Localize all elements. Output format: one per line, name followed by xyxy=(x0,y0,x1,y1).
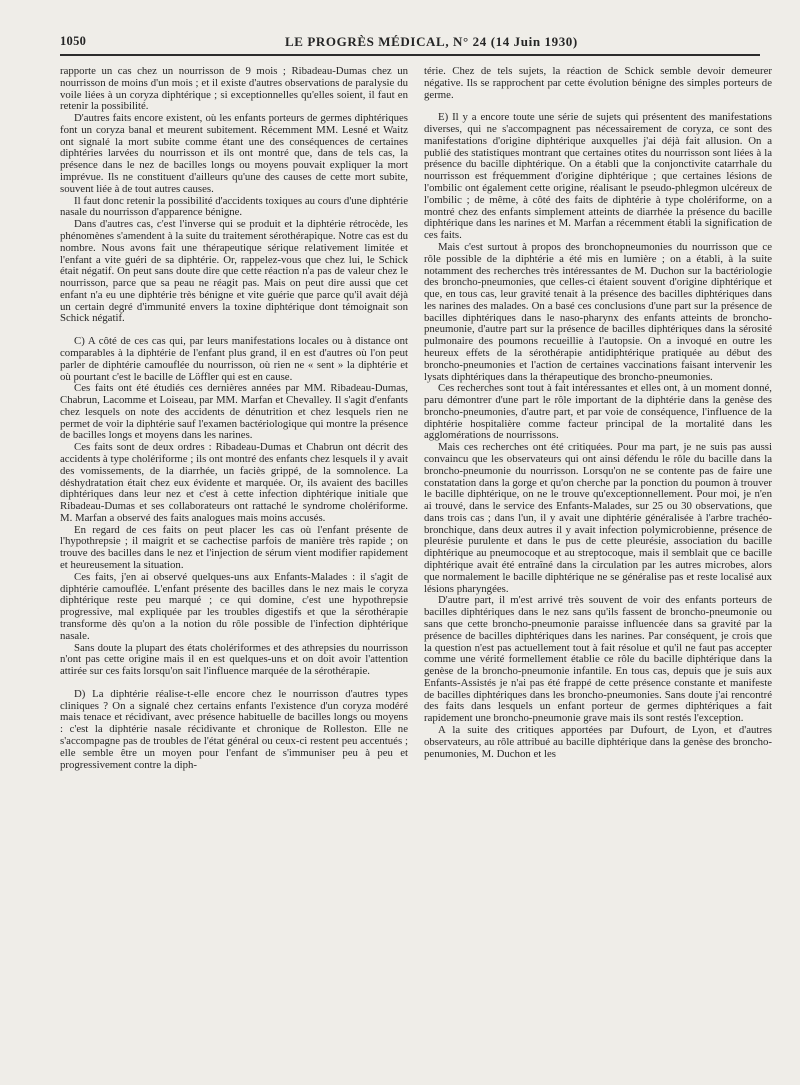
paragraph: A la suite des critiques apportées par Dufourt, de Lyon, et d'autres observateurs, au rôle attribué au bacille diphtérique dans la genèse des broncho-penumonies, M. Duchon et les xyxy=(424,723,772,760)
paragraph: D'autres faits encore existent, où les enfants porteurs de germes diphtériques font un coryza banal et meurent subitement. Récemment MM. Lesné et Waitz ont signalé la mort subite comme étant une des conséquences de certaines diphtéries larvées du nourrisson et ils ont montré que, dans de tels cas, la présence dans le nez de bacilles longs ou moyens pouvait expliquer la mort imprévue. Ils ne constituent d'ailleurs qu'une des causes de cette mort subite, souvent liée à de tout autres causes. xyxy=(60,112,408,195)
paragraph: Dans d'autres cas, c'est l'inverse qui se produit et la diphtérie rétrocède, les phénomènes s'amendent à la suite du traitement sérothérapique. Notre cas est du nombre. Nous avons fait une thérapeutique sérique relativement limitée et l'enfant a vite guéri de sa diphtérie. Or, rappelez-vous que chez lui, le Schick était négatif. On peut sans doute dire que cette réaction n'a pas de valeur chez le nourrisson, parce que sa peau ne réagit pas. Mais on peut dire aussi que cet enfant n'a eu une diphtérie très bénigne et vite guérie que parce qu'il avait déjà un certain degré d'immunité envers la toxine diphtérique dont témoignait son Schick négatif. xyxy=(60,218,408,325)
paragraph: C) A côté de ces cas qui, par leurs manifestations locales ou à distance ont comparables à la diphtérie de l'enfant plus grand, il en est d'autres où l'on peut parler de diphtérie camouflée du nourrisson, où rien ne « sent » la diphtérie et où pourtant c'est le bacille de Löffler qui est en cause. xyxy=(60,335,408,383)
paragraph: En regard de ces faits on peut placer les cas où l'enfant présente de l'hypothrepsie ; il maigrit et se cachectise parfois de manière très rapide ; on trouve des bacilles dans le nez et l'injection de sérum vient modifier rapidement et heureusement la situation. xyxy=(60,523,408,572)
paragraph: Mais ces recherches ont été critiquées. Pour ma part, je ne suis pas aussi convaincu que les observateurs qui ont ainsi défendu le rôle du bacille dans la broncho-pneumonie du nourrisson. Lorsqu'on ne se contente pas de faire une constatation dans la gorge et qu'on cherche par la ponction du poumon à trouver le bacille diphtérique, on ne le trouve qu'exceptionnellement. Pour moi, je n'en ai trouvé, dans le service des Enfants-Malades, sur 25 ou 30 observations, que dans trois cas ; dans l'un, il y avait une diphtérie généralisée à l'arbre trachéo-bronchique, dans deux autres il y avait infection polymicrobienne, présence de pleurésie purulente et dans le pus de cette pleurésie, association du bacille diphtérique au pneumocoque et au streptocoque, mais il semblait que ce bacille diphtérique avait été entraîné dans la circulation par les autres microbes, alors que normalement le bacille diphtérique ne se généralise pas et reste localisé aux lésions pharyngées. xyxy=(424,441,772,595)
page-header xyxy=(60,34,760,58)
left-column xyxy=(60,66,408,1076)
paragraph: D'autre part, il m'est arrivé très souvent de voir des enfants porteurs de bacilles diphtériques dans le nez sans qu'ils fassent de broncho-pneumonie ou sans que cette broncho-pneumonie paraisse influencée dans sa gravité par la présence de bacilles diphtériques dans les narines. Par conséquent, je crois que la question n'est pas actuellement tout à fait résolue et qu'il ne faut pas accepter comme une vérité formellement établie ce rôle du bacille diphtérique dans la genèse de la broncho-pneumonie infantile. En tous cas, depuis que je suis aux Enfants-Assistés je n'ai pas été frappé de cette présence constante et manifeste de bacilles diphtériques dans les broncho-pneumonies. Sans doute j'ai rencontré des faits dans lesquels un enfant porteur de germes diphtériques a fait rapidement une broncho-pneumonie grave mais ils sont restés l'exception. xyxy=(424,594,772,725)
paragraph: Ces recherches sont tout à fait intéressantes et elles ont, à un moment donné, paru démontrer d'une part le rôle important de la diphtérie dans la genèse des broncho-pneumonies, d'autre part, et par voie de conséquence, l'influence de la diphtérie hospitalière comme facteur principal de la mortalité dans les agglomérations de nourrissons. xyxy=(424,382,772,442)
paragraph: rapporte un cas chez un nourrisson de 9 mois ; Ribadeau-Dumas chez un nourrisson de moins d'un mois ; et il existe d'autres observations de paralysie du voile liées à un coryza diphtérique ; si exceptionnelles qu'elles soient, il faut en retenir la possibilité. xyxy=(60,66,408,113)
right-column xyxy=(424,66,772,1076)
paragraph: Il faut donc retenir la possibilité d'accidents toxiques au cours d'une diphtérie nasale du nourrisson d'apparence bénigne. xyxy=(60,194,408,219)
paragraph: D) La diphtérie réalise-t-elle encore chez le nourrisson d'autres types cliniques ? On a signalé chez certains enfants l'existence d'un coryza modéré mais tenace et récidivant, avec présence habituelle de bacilles longs ou moyens : c'est la diphtérie nasale récidivante et chronique de Rolleston. Elle ne s'accompagne pas de troubles de l'état général ou ceux-ci restent peu accentués ; elle semble être un moyen pour l'enfant de s'immuniser peu à peu et progressivement contre la diph- xyxy=(60,687,408,771)
paragraph: térie. Chez de tels sujets, la réaction de Schick semble devoir demeurer négative. Ils se rapprochent par cette évolution bénigne des simples porteurs de germe. xyxy=(424,66,772,101)
paragraph: E) Il y a encore toute une série de sujets qui présentent des manifestations diverses, qui ne s'accompagnent pas nécessairement de coryza, ce sont des manifestations d'origine diphtérique auxquelles j'ai déjà fait allusion. On a publié des statistiques montrant que certaines otites du nourrisson sont liées à la présence du bacille diphtérique. On a établi que la conjonctivite catarrhale du nourrisson est fréquemment d'origine diphtérique ; que certaines lésions de l'ombilic ont également cette origine, réalisant le pseudo-phlegmon ulcéreux de l'ombilic ; de même, à côté des faits de diphtérie à type cholériforme, on a montré chez des enfants simplement atteints de diarrhée la présence du bacille diphtérique dans les narines et M. Marfan a récemment établi la signification de ces faits. xyxy=(424,111,772,242)
page-number: 1050 xyxy=(60,34,87,48)
running-head: LE PROGRÈS MÉDICAL, N° 24 (14 Juin 1930) xyxy=(285,34,578,49)
paragraph: Ces faits sont de deux ordres : Ribadeau-Dumas et Chabrun ont décrit des accidents à type cholériforme ; ils ont montré des enfants chez lesquels il y avait des vomissements, de la diarrhée, un faciès grippé, de la somnolence. La déshydratation était chez eux évidente et marquée. Or, ils avaient des bacilles diphtériques dans leur nez et c'est à cette infection diphtérique initiale que Ribadeau-Dumas et ses collaborateurs ont rattaché le syndrome cholériforme. M. Marfan a observé des faits analogues mais moins accusés. xyxy=(60,441,408,524)
header-rule xyxy=(60,54,760,56)
paragraph: Sans doute la plupart des états cholériformes et des athrepsies du nourrisson n'ont pas cette origine mais il en est quelques-uns et on doit avoir l'attention attirée sur ces faits lorsqu'on sait l'influence marquée de la sérothérapie. xyxy=(60,641,408,678)
paragraph: Ces faits, j'en ai observé quelques-uns aux Enfants-Malades : il s'agit de diphtérie camouflée. L'enfant présente des bacilles dans le nez mais le coryza diphtérique reste peu marqué ; ce qui domine, c'est une hypothrepsie progressive, mal expliquée par les troubles digestifs et que la sérothérapie transforme dès qu'on a la notion du rôle possible de l'infection diphtérique nasale. xyxy=(60,570,408,642)
paragraph: Ces faits ont été étudiés ces dernières années par MM. Ribadeau-Dumas, Chabrun, Lacomme et Loiseau, par MM. Marfan et Chevalley. Il s'agit d'enfants chez lesquels on note des accidents de dénutrition et chez lesquels rien ne permet de voir la diphtérie sauf l'examen bactériologique qui montre la présence de bacilles longs et moyens dans les narines. xyxy=(60,382,408,442)
paragraph: Mais c'est surtout à propos des bronchopneumonies du nourrisson que ce rôle possible de la diphtérie a été mis en lumière ; on a établi, à la suite notamment des recherches très intéressantes de M. Duchon sur la bactériologie des broncho-pneumonies, que celles-ci étaient souvent d'origine diphtérique et que, en tous cas, leur gravité tenait à la présence des bacilles diphtériques dans les narines des malades. On a basé ces conclusions d'une part sur la présence de bacilles diphtériques dans le naso-pharynx des enfants atteints de broncho-pneumonie, d'autre part sur la présence de bacilles diphtériques dans la sérosité pulmonaire des poumons recueillie à l'autopsie. On a invoqué en outre les heureux effets de la sérothérapie antidiphtérique pratiquée au début des broncho-pneumonies et l'action de certaines vaccinations faisant intervenir les lysats diphtériques dans la thérapeutique des broncho-pneumonies. xyxy=(424,240,772,383)
